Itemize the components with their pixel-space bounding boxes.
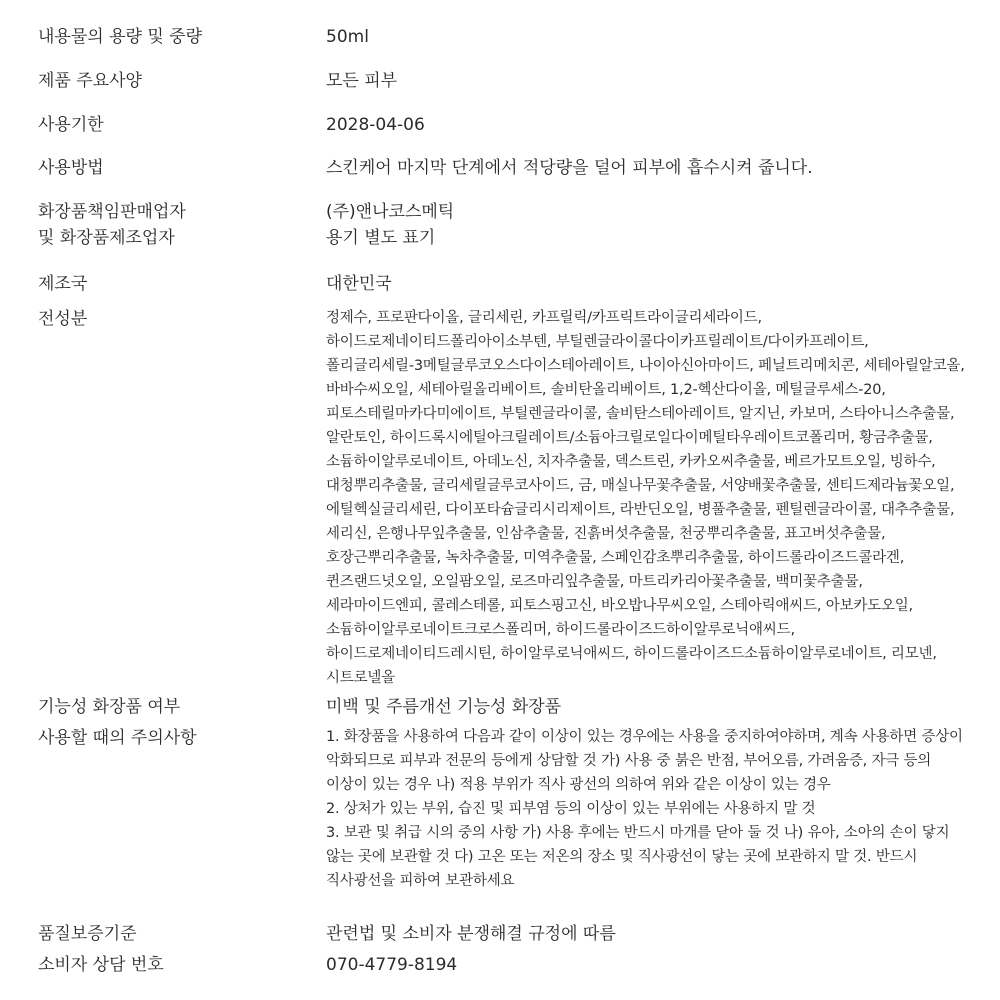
row-value: 관련법 및 소비자 분쟁해결 규정에 따름 [326,924,616,944]
row-label: 전성분 [38,309,88,329]
row-label: 기능성 화장품 여부 [38,697,181,717]
row-value: (주)앤나코스메틱 용기 별도 표기 [326,202,455,248]
row-value: 스킨케어 마지막 단계에서 적당량을 덜어 피부에 흡수시켜 줍니다. [326,158,813,178]
caution-item: 2. 상처가 있는 부위, 습진 및 피부염 등의 이상이 있는 부위에는 사용하지 말 것 [326,801,816,817]
row-label: 소비자 상담 번호 [38,955,164,975]
row-label: 사용할 때의 주의사항 [38,728,197,748]
row-label: 내용물의 용량 및 중량 [38,27,203,47]
row-value: 모든 피부 [326,71,398,91]
row-value: 50ml [326,27,369,47]
row-label: 화장품책임판매업자 및 화장품제조업자 [38,202,186,248]
row-value: 2028-04-06 [326,115,425,135]
row-value: 미백 및 주름개선 기능성 화장품 [326,697,562,717]
row-label: 사용방법 [38,158,104,178]
row-label: 제품 주요사양 [38,71,142,91]
contact-phone: 070-4779-8194 [326,955,458,975]
cautions-text [326,725,966,893]
row-label: 품질보증기준 [38,924,137,944]
caution-item: 3. 보관 및 취급 시의 중의 사항 가) 사용 후에는 반드시 마개를 닫아 둘 것 나) 유아, 소아의 손이 닿지 않는 곳에 보관할 것 다) 고온 또는 저온의 장소 및 직사광선이 닿는 곳에 보관하지 말 것. 반드시 직사광선을 피하여 보관하세요 [326,825,950,889]
row-label: 제조국 [38,274,88,294]
row-label: 사용기한 [38,115,104,135]
caution-item: 1. 화장품을 사용하여 다음과 같이 이상이 있는 경우에는 사용을 중지하여야하며, 계속 사용하면 증상이 악화되므로 피부과 전문의 등에게 상담할 것 가) 사용 중 붉은 반점, 부어오름, 가려움증, 자극 등의 이상이 있는 경우 나) 적용 부위가 직사 광선의 의하여 위와 같은 이상이 있는 경우 [326,729,963,793]
row-value: 대한민국 [326,274,392,294]
ingredients-text: 정제수, 프로판다이올, 글리세린, 카프릴릭/카프릭트라이글리세라이드, 하이드로제네이티드폴리아이소부텐, 부틸렌글라이콜다이카프릴레이트/다이카프레이트, 폴리글리세릴-3메틸글루코오스다이스테아레이트, 나이아신아마이드, 페닐트리메치콘, 세테아릴알코올, 바바수씨오일, 세테아릴올리베이트, 솔비탄올리베이트, 1,2-헥산다이올, 메틸글루세스-20, 피토스테릴마카다미에이트, 부틸렌글라이콜, 솔비탄스테아레이트, 알지닌, 카보머, 스타아니스추출물, 알란토인, 하이드록시에틸아크릴레이트/소듐아크릴로일다이메틸타우레이트코폴리머, 황금추출물, 소듐하이알루로네이트, 아데노신, 치자추출물, 덱스트린, 카카오씨추출물, 베르가모트오일, 빙하수, 대청뿌리추출물, 글리세릴글루코사이드, 금, 매실나무꽃추출물, 서양배꽃추출물, 센티드제라늄꽃오일, 에틸헥실글리세린, 다이포타슘글리시리제이트, 라반딘오일, 병풀추출물, 펜틸렌글라이콜, 대추추출물, 세리신, 은행나무잎추출물, 인삼추출물, 진흙버섯추출물, 천궁뿌리추출물, 표고버섯추출물, 호장근뿌리추출물, 녹차추출물, 미역추출물, 스페인감초뿌리추출물, 하이드롤라이즈드콜라겐, 퀸즈랜드넛오일, 오일팜오일, 로즈마리잎추출물, 마트리카리아꽃추출물, 백미꽃추출물, 세라마이드엔피, 콜레스테롤, 피토스핑고신, 바오밥나무씨오일, 스테아릭애씨드, 아보카도오일, 소듐하이알루로네이트크로스폴리머, 하이드롤라이즈드하이알루로닉애씨드, 하이드로제네이티드레시틴, 하이알루로닉애씨드, 하이드롤라이즈드소듐하이알루로네이트, 리모넨, 시트로넬올 [326,310,965,686]
